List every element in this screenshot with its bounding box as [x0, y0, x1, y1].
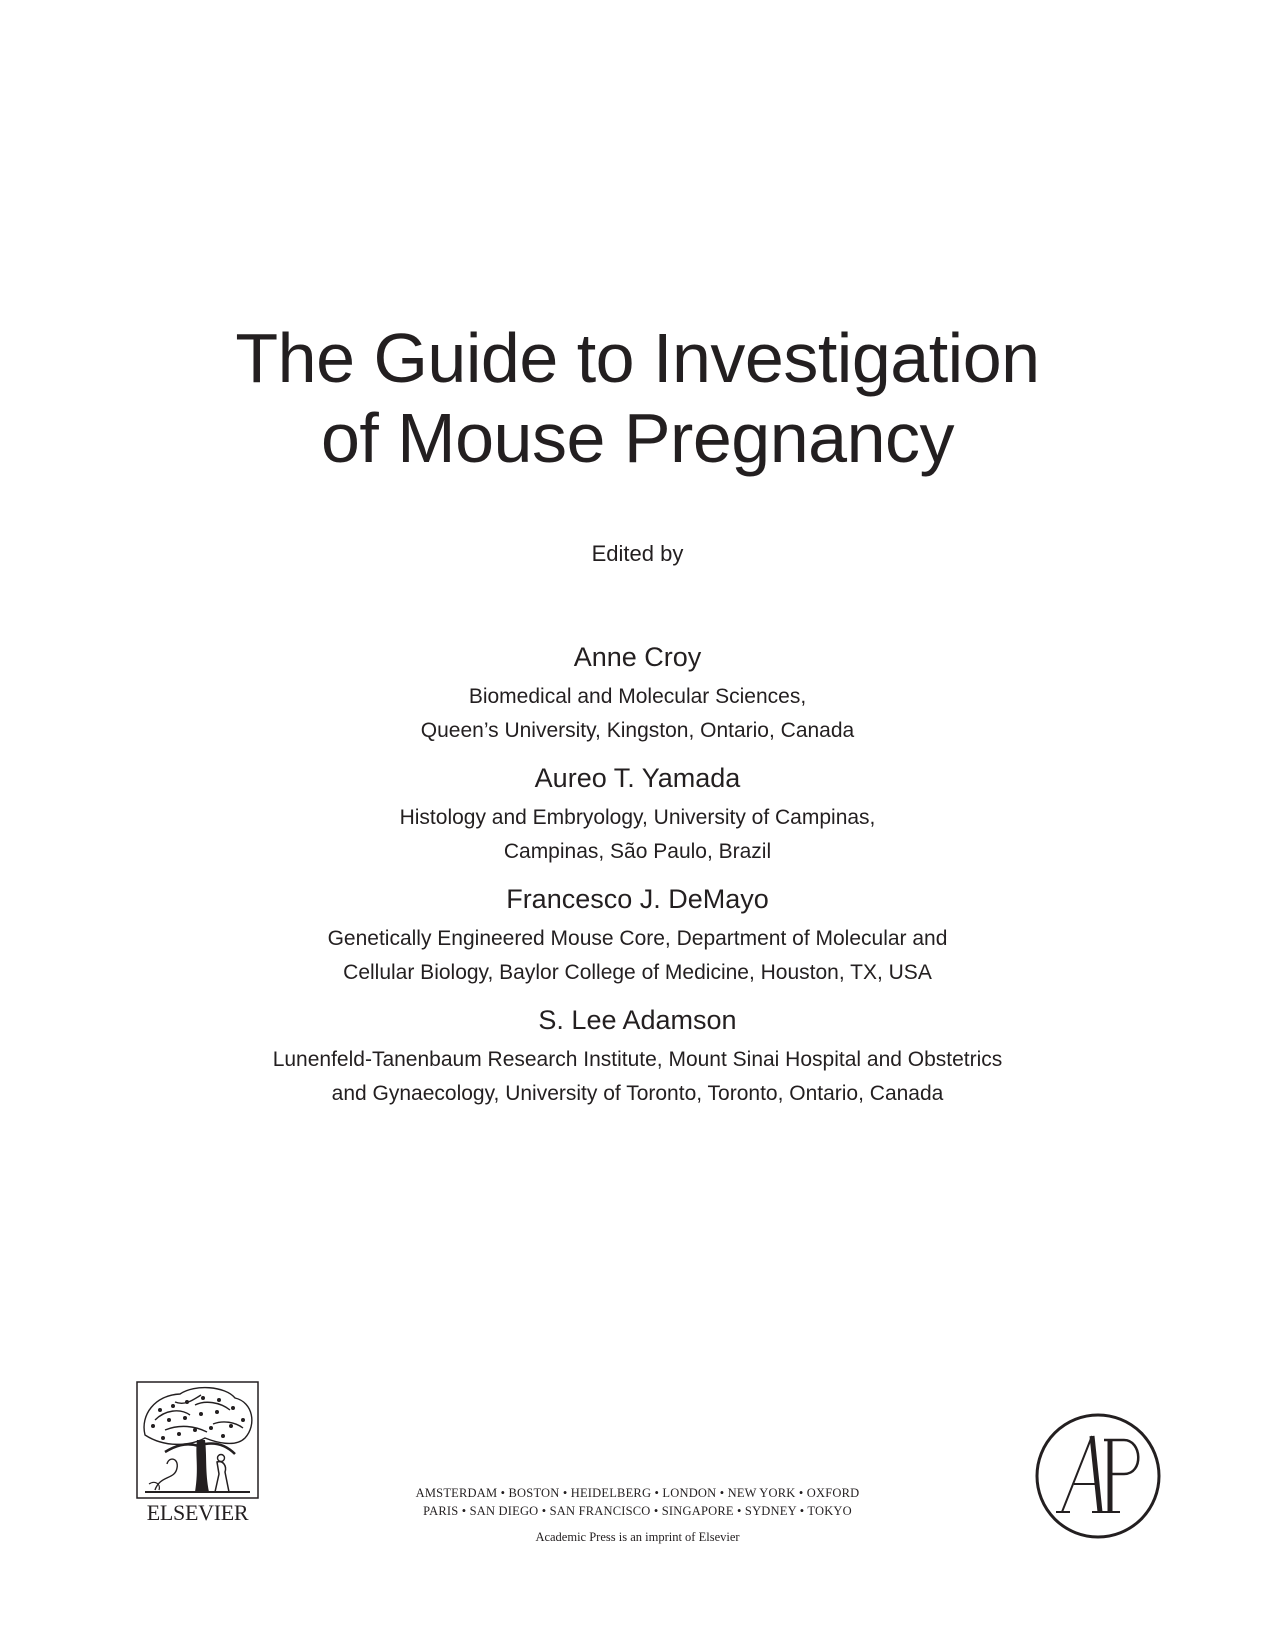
book-title-line-1: The Guide to Investigation [235, 319, 1040, 397]
editor-affiliation [0, 680, 1275, 748]
affiliation-line: and Gynaecology, University of Toronto, Toronto, Ontario, Canada [331, 1082, 944, 1105]
affiliation-line: Genetically Engineered Mouse Core, Department of Molecular and [327, 927, 948, 950]
affiliation-line: Biomedical and Molecular Sciences, [468, 685, 807, 708]
editor-name: Francesco J. DeMayo [506, 884, 769, 914]
book-title-line-2: of Mouse Pregnancy [320, 399, 955, 477]
affiliation-line: Lunenfeld-Tanenbaum Research Institute, Mount Sinai Hospital and Obstetrics [272, 1048, 1003, 1071]
editor-affiliation [0, 801, 1275, 869]
elsevier-wordmark: ELSEVIER [146, 1500, 249, 1525]
cities-line: PARIS • SAN DIEGO • SAN FRANCISCO • SINGAPORE • SYDNEY • TOKYO [423, 1504, 852, 1518]
editor-list [0, 640, 1275, 1124]
editor-entry [0, 761, 1275, 869]
imprint-note: Academic Press is an imprint of Elsevier [535, 1530, 740, 1544]
academic-press-icon [1034, 1412, 1162, 1540]
affiliation-line: Cellular Biology, Baylor College of Medicine, Houston, TX, USA [343, 961, 932, 984]
editor-name: Aureo T. Yamada [534, 763, 741, 793]
editor-entry [0, 882, 1275, 990]
editor-affiliation [0, 922, 1275, 990]
cities-line: AMSTERDAM • BOSTON • HEIDELBERG • LONDON • NEW YORK • OXFORD [415, 1486, 860, 1500]
affiliation-line: Histology and Embryology, University of Campinas, [399, 806, 876, 829]
editor-entry [0, 1003, 1275, 1111]
editor-name: S. Lee Adamson [538, 1005, 737, 1035]
affiliation-line: Campinas, São Paulo, Brazil [503, 840, 772, 863]
affiliation-line: Queen’s University, Kingston, Ontario, Canada [420, 719, 855, 742]
book-title [0, 318, 1275, 478]
editor-entry [0, 640, 1275, 748]
editor-name: Anne Croy [573, 642, 702, 672]
editor-affiliation [0, 1043, 1275, 1111]
edited-by-label: Edited by [591, 541, 684, 566]
